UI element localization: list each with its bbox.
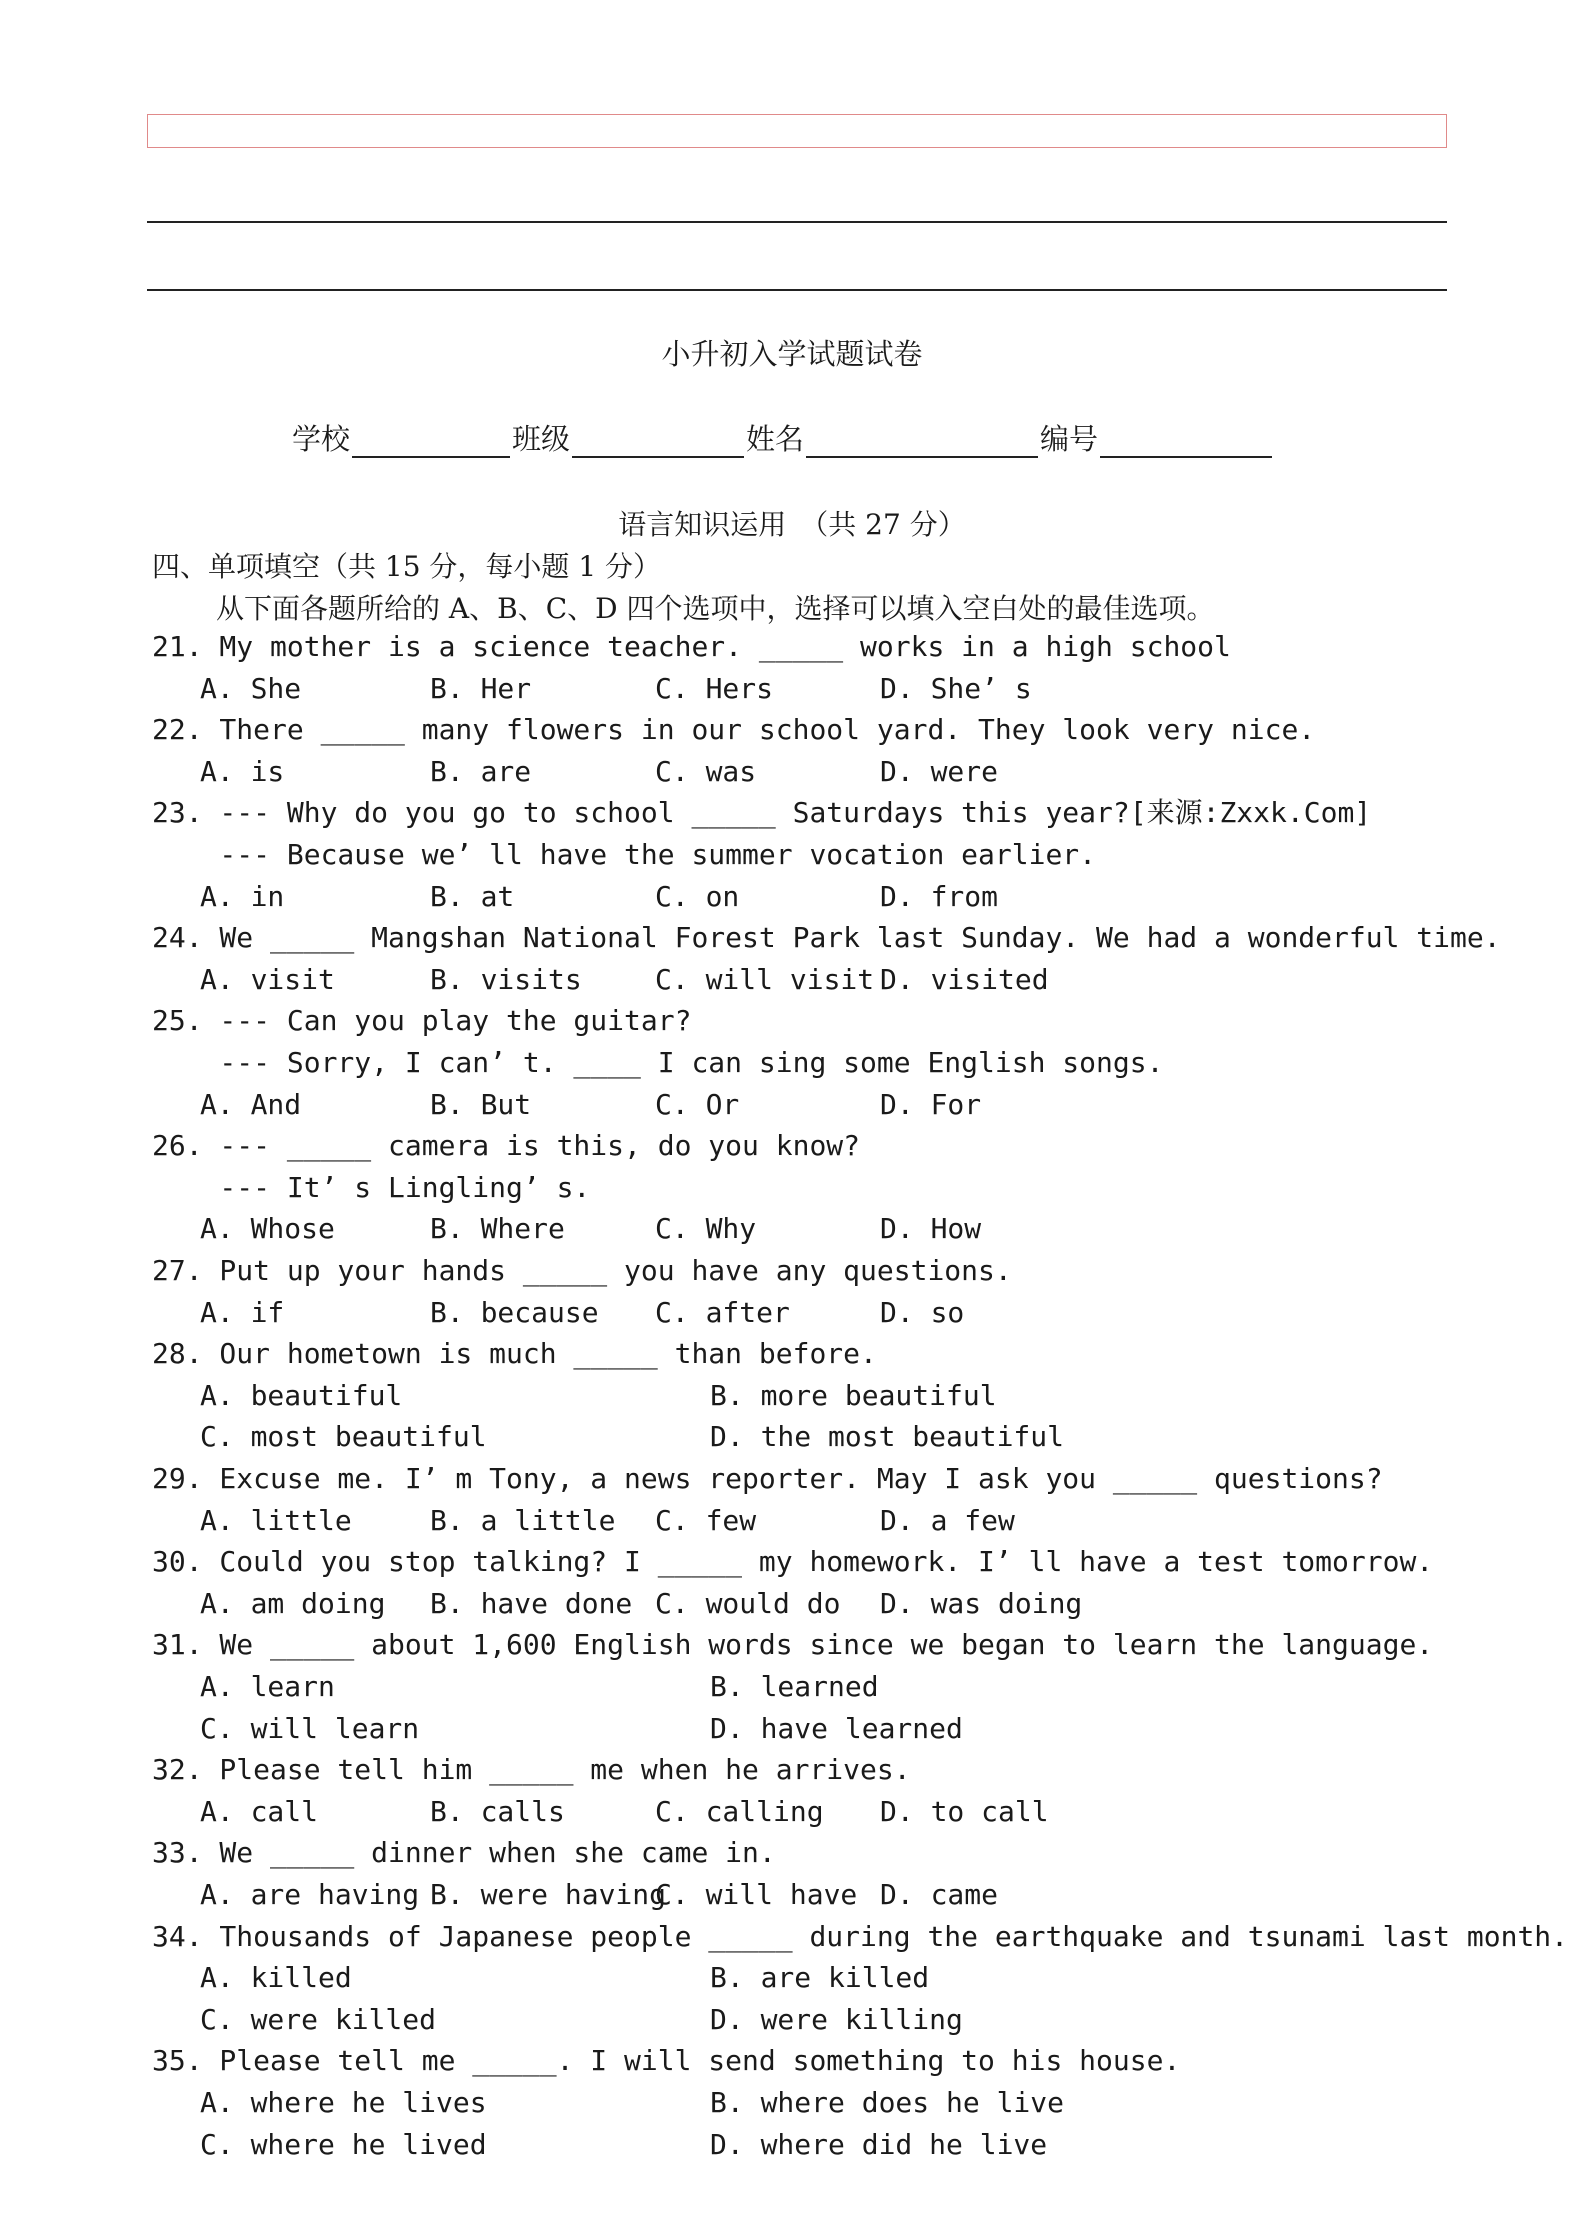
class-label: 班级 [512, 422, 571, 456]
option-a[interactable]: A. killed [200, 1961, 352, 1995]
option-d[interactable]: D. For [880, 1087, 982, 1121]
header-rule-2 [147, 289, 1447, 291]
question-stem: 29. Excuse me. I’ m Tony, a news reporter. May I ask you _____ questions? [152, 1462, 1383, 1495]
option-d[interactable]: D. visited [880, 962, 1049, 996]
option-d[interactable]: D. came [880, 1878, 999, 1911]
option-d[interactable]: D. She’ s [880, 671, 1032, 705]
question-stem: 26. --- _____ camera is this, do you know? [152, 1129, 861, 1163]
option-c[interactable]: C. Why [655, 1212, 757, 1246]
question-stem: 25. --- Can you play the guitar? [152, 1004, 692, 1038]
option-b[interactable]: B. have done [430, 1586, 633, 1620]
question-stem: 31. We _____ about 1,600 English words since we began to learn the language. [152, 1628, 1434, 1662]
option-a[interactable]: A. am doing [200, 1586, 386, 1620]
option-b[interactable]: B. Where [430, 1212, 565, 1246]
question-stem: 23. --- Why do you go to school _____ Saturdays this year?[来源:Zxxk.Com] [152, 796, 1372, 830]
question-stem: 22. There _____ many flowers in our school yard. They look very nice. [152, 713, 1316, 747]
question-stem: 21. My mother is a science teacher. _____ works in a high school [152, 630, 1231, 663]
option-c[interactable]: C. will have [655, 1878, 858, 1911]
option-d[interactable]: D. were [880, 754, 999, 788]
part-title: 四、单项填空（共 15 分，每小题 1 分） [152, 550, 662, 583]
section-title: 语言知识运用 （共 27 分） [618, 508, 966, 541]
option-c[interactable]: C. will learn [200, 1711, 420, 1745]
option-c[interactable]: C. on [655, 879, 740, 913]
question-stem-continued: --- Sorry, I can’ t. ____ I can sing some English songs. [152, 1046, 1164, 1079]
question-stem-continued: --- Because we’ ll have the summer vocation earlier. [152, 838, 1097, 871]
option-b[interactable]: B. were having [430, 1878, 667, 1911]
option-d[interactable]: D. from [880, 879, 999, 913]
name-label: 姓名 [746, 422, 805, 456]
option-c[interactable]: C. calling [655, 1794, 824, 1828]
option-a[interactable]: A. call [200, 1794, 319, 1828]
question-stem: 35. Please tell me _____. I will send something to his house. [152, 2044, 1181, 2078]
option-a[interactable]: A. visit [200, 962, 335, 996]
option-c[interactable]: C. were killed [200, 2002, 437, 2036]
option-b[interactable]: B. learned [710, 1670, 879, 1703]
option-c[interactable]: C. Or [655, 1087, 740, 1121]
option-d[interactable]: D. were killing [710, 2002, 963, 2036]
option-b[interactable]: B. are killed [710, 1961, 930, 1995]
option-b[interactable]: B. at [430, 879, 515, 913]
option-c[interactable]: C. would do [655, 1586, 841, 1620]
exam-title: 小升初入学试题试卷 [661, 337, 923, 371]
option-b[interactable]: B. visits [430, 962, 582, 996]
option-a[interactable]: A. And [200, 1087, 302, 1121]
option-b[interactable]: B. But [430, 1087, 532, 1121]
option-b[interactable]: B. more beautiful [710, 1378, 997, 1412]
option-d[interactable]: D. was doing [880, 1586, 1083, 1620]
question-stem: 27. Put up your hands _____ you have any questions. [152, 1254, 1012, 1287]
header-rule-1 [147, 221, 1447, 223]
option-b[interactable]: B. where does he live [710, 2086, 1065, 2119]
option-d[interactable]: D. to call [880, 1794, 1049, 1828]
question-stem: 28. Our hometown is much _____ than before. [152, 1337, 877, 1371]
header-red-box [147, 114, 1447, 148]
option-d[interactable]: D. a few [880, 1503, 1015, 1537]
number-label: 编号 [1040, 422, 1099, 456]
option-c[interactable]: C. most beautiful [200, 1420, 487, 1454]
option-c[interactable]: C. Hers [655, 671, 774, 705]
question-stem: 33. We _____ dinner when she came in. [152, 1836, 776, 1870]
option-c[interactable]: C. will visit [655, 962, 875, 996]
option-d[interactable]: D. have learned [710, 1711, 963, 1745]
option-a[interactable]: A. if [200, 1295, 285, 1329]
instruction-text: 从下面各题所给的 A、B、C、D 四个选项中，选择可以填入空白处的最佳选项。 [216, 592, 1215, 625]
option-a[interactable]: A. in [200, 879, 285, 913]
option-c[interactable]: C. where he lived [200, 2127, 487, 2161]
student-info-row [292, 418, 1274, 458]
option-c[interactable]: C. few [655, 1503, 757, 1537]
option-d[interactable]: D. where did he live [710, 2127, 1048, 2161]
option-b[interactable]: B. are [430, 754, 532, 788]
number-field[interactable] [1100, 426, 1272, 458]
question-stem: 32. Please tell him _____ me when he arrives. [152, 1753, 911, 1787]
question-stem-continued: --- It’ s Lingling’ s. [152, 1170, 591, 1204]
class-field[interactable] [572, 426, 744, 458]
option-a[interactable]: A. beautiful [200, 1378, 403, 1412]
option-d[interactable]: D. so [880, 1295, 965, 1329]
name-field[interactable] [806, 426, 1038, 458]
school-label: 学校 [292, 422, 351, 456]
question-stem: 24. We _____ Mangshan National Forest Park last Sunday. We had a wonderful time. [152, 921, 1501, 955]
option-a[interactable]: A. Whose [200, 1212, 335, 1246]
option-a[interactable]: A. learn [200, 1670, 335, 1703]
option-a[interactable]: A. where he lives [200, 2086, 487, 2119]
option-b[interactable]: B. a little [430, 1503, 616, 1537]
option-a[interactable]: A. are having [200, 1878, 420, 1911]
option-d[interactable]: D. How [880, 1212, 982, 1246]
question-stem: 34. Thousands of Japanese people _____ during the earthquake and tsunami last month. [152, 1919, 1569, 1953]
option-d[interactable]: D. the most beautiful [710, 1420, 1065, 1454]
school-field[interactable] [352, 426, 510, 458]
option-c[interactable]: C. after [655, 1295, 790, 1329]
option-a[interactable]: A. little [200, 1503, 352, 1537]
option-b[interactable]: B. calls [430, 1794, 565, 1828]
option-b[interactable]: B. because [430, 1295, 599, 1329]
option-a[interactable]: A. is [200, 754, 285, 788]
option-b[interactable]: B. Her [430, 671, 532, 705]
option-c[interactable]: C. was [655, 754, 757, 788]
question-stem: 30. Could you stop talking? I _____ my homework. I’ ll have a test tomorrow. [152, 1545, 1434, 1579]
option-a[interactable]: A. She [200, 671, 302, 705]
